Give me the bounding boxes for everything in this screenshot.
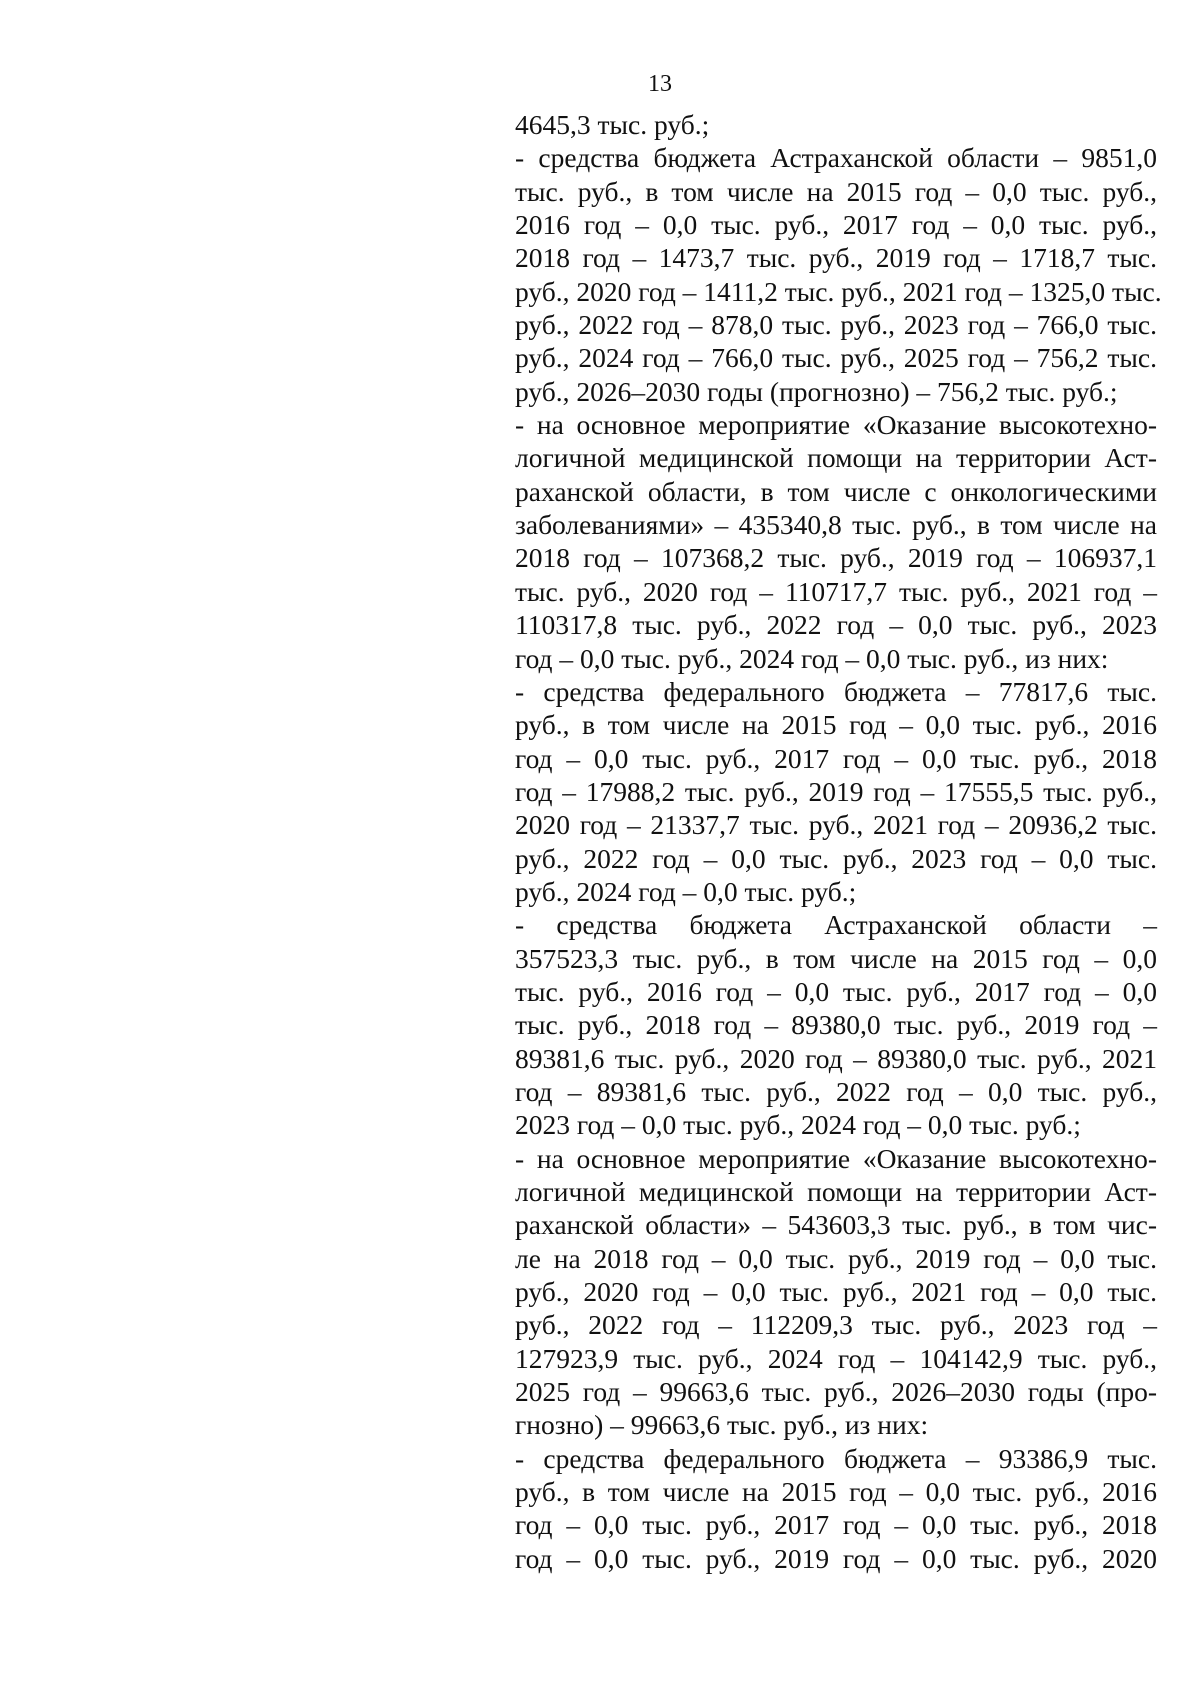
text-line: тыс. руб., 2016 год – 0,0 тыс. руб., 2017 год – 0,0 — [515, 975, 1157, 1007]
text-line: гнозно) – 99663,6 тыс. руб., из них: — [515, 1409, 929, 1441]
document-body-text — [515, 108, 1162, 1575]
text-line: раханской области, в том числе с онкологическими — [515, 475, 1157, 507]
text-line: руб., 2022 год – 0,0 тыс. руб., 2023 год – 0,0 тыс. — [515, 842, 1157, 874]
text-line: руб., 2020 год – 0,0 тыс. руб., 2021 год – 0,0 тыс. — [515, 1276, 1157, 1308]
text-line: 2018 год – 107368,2 тыс. руб., 2019 год – 106937,1 — [515, 542, 1157, 574]
page-number: 13 — [648, 71, 672, 97]
text-line: заболеваниями» – 435340,8 тыс. руб., в том числе на — [515, 509, 1157, 541]
text-line: - средства федерального бюджета – 77817,6 тыс. — [515, 675, 1157, 707]
text-line: 89381,6 тыс. руб., 2020 год – 89380,0 тыс. руб., 2021 — [515, 1042, 1157, 1074]
text-line: год – 0,0 тыс. руб., 2017 год – 0,0 тыс. руб., 2018 — [515, 742, 1157, 774]
text-line: тыс. руб., 2020 год – 110717,7 тыс. руб., 2021 год – — [515, 575, 1157, 607]
text-line: руб., 2020 год – 1411,2 тыс. руб., 2021 год – 1325,0 тыс. — [515, 275, 1162, 307]
text-line: год – 17988,2 тыс. руб., 2019 год – 17555,5 тыс. руб., — [515, 775, 1157, 807]
text-line: руб., 2024 год – 0,0 тыс. руб.; — [515, 875, 857, 907]
text-line: руб., в том числе на 2015 год – 0,0 тыс. руб., 2016 — [515, 1476, 1157, 1508]
text-line: ле на 2018 год – 0,0 тыс. руб., 2019 год – 0,0 тыс. — [515, 1242, 1157, 1274]
text-line: руб., 2022 год – 878,0 тыс. руб., 2023 год – 766,0 тыс. — [515, 309, 1157, 341]
text-line: 2016 год – 0,0 тыс. руб., 2017 год – 0,0 тыс. руб., — [515, 209, 1157, 241]
text-line: руб., 2024 год – 766,0 тыс. руб., 2025 год – 756,2 тыс. — [515, 342, 1157, 374]
text-line: год – 0,0 тыс. руб., 2017 год – 0,0 тыс. руб., 2018 — [515, 1509, 1157, 1541]
text-line: логичной медицинской помощи на территории Аст- — [515, 1176, 1157, 1207]
text-line: 4645,3 тыс. руб.; — [515, 109, 710, 140]
text-line: 2018 год – 1473,7 тыс. руб., 2019 год – 1718,7 тыс. — [515, 242, 1157, 274]
text-line: 127923,9 тыс. руб., 2024 год – 104142,9 тыс. руб., — [515, 1342, 1157, 1374]
text-line: 2025 год – 99663,6 тыс. руб., 2026–2030 годы (про- — [515, 1376, 1157, 1408]
text-line: руб., в том числе на 2015 год – 0,0 тыс. руб., 2016 — [515, 709, 1157, 741]
text-line: тыс. руб., 2018 год – 89380,0 тыс. руб., 2019 год – — [515, 1009, 1157, 1041]
text-line: - средства бюджета Астраханской области – — [515, 909, 1157, 941]
text-line: 2020 год – 21337,7 тыс. руб., 2021 год – 20936,2 тыс. — [515, 809, 1157, 841]
text-line: - на основное мероприятие «Оказание высокотехно- — [515, 1142, 1157, 1174]
text-line: тыс. руб., в том числе на 2015 год – 0,0 тыс. руб., — [515, 175, 1157, 207]
text-line: год – 0,0 тыс. руб., 2024 год – 0,0 тыс. руб., из них: — [515, 642, 1109, 674]
text-line: год – 0,0 тыс. руб., 2019 год – 0,0 тыс. руб., 2020 — [515, 1542, 1157, 1574]
text-line: логичной медицинской помощи на территории Аст- — [515, 442, 1157, 474]
text-line: - средства федерального бюджета – 93386,9 тыс. — [515, 1442, 1157, 1474]
text-line: 110317,8 тыс. руб., 2022 год – 0,0 тыс. руб., 2023 — [515, 609, 1157, 641]
text-line: - на основное мероприятие «Оказание высокотехно- — [515, 409, 1157, 441]
text-line: раханской области» – 543603,3 тыс. руб., в том чис- — [515, 1209, 1157, 1241]
text-line: 2023 год – 0,0 тыс. руб., 2024 год – 0,0 тыс. руб.; — [515, 1109, 1081, 1141]
text-line: 357523,3 тыс. руб., в том числе на 2015 год – 0,0 — [515, 942, 1157, 974]
text-line: год – 89381,6 тыс. руб., 2022 год – 0,0 тыс. руб., — [515, 1075, 1157, 1107]
text-line: руб., 2022 год – 112209,3 тыс. руб., 2023 год – — [515, 1309, 1157, 1341]
text-line: - средства бюджета Астраханской области – 9851,0 — [515, 142, 1157, 174]
text-line: руб., 2026–2030 годы (прогнозно) – 756,2 тыс. руб.; — [515, 375, 1118, 407]
